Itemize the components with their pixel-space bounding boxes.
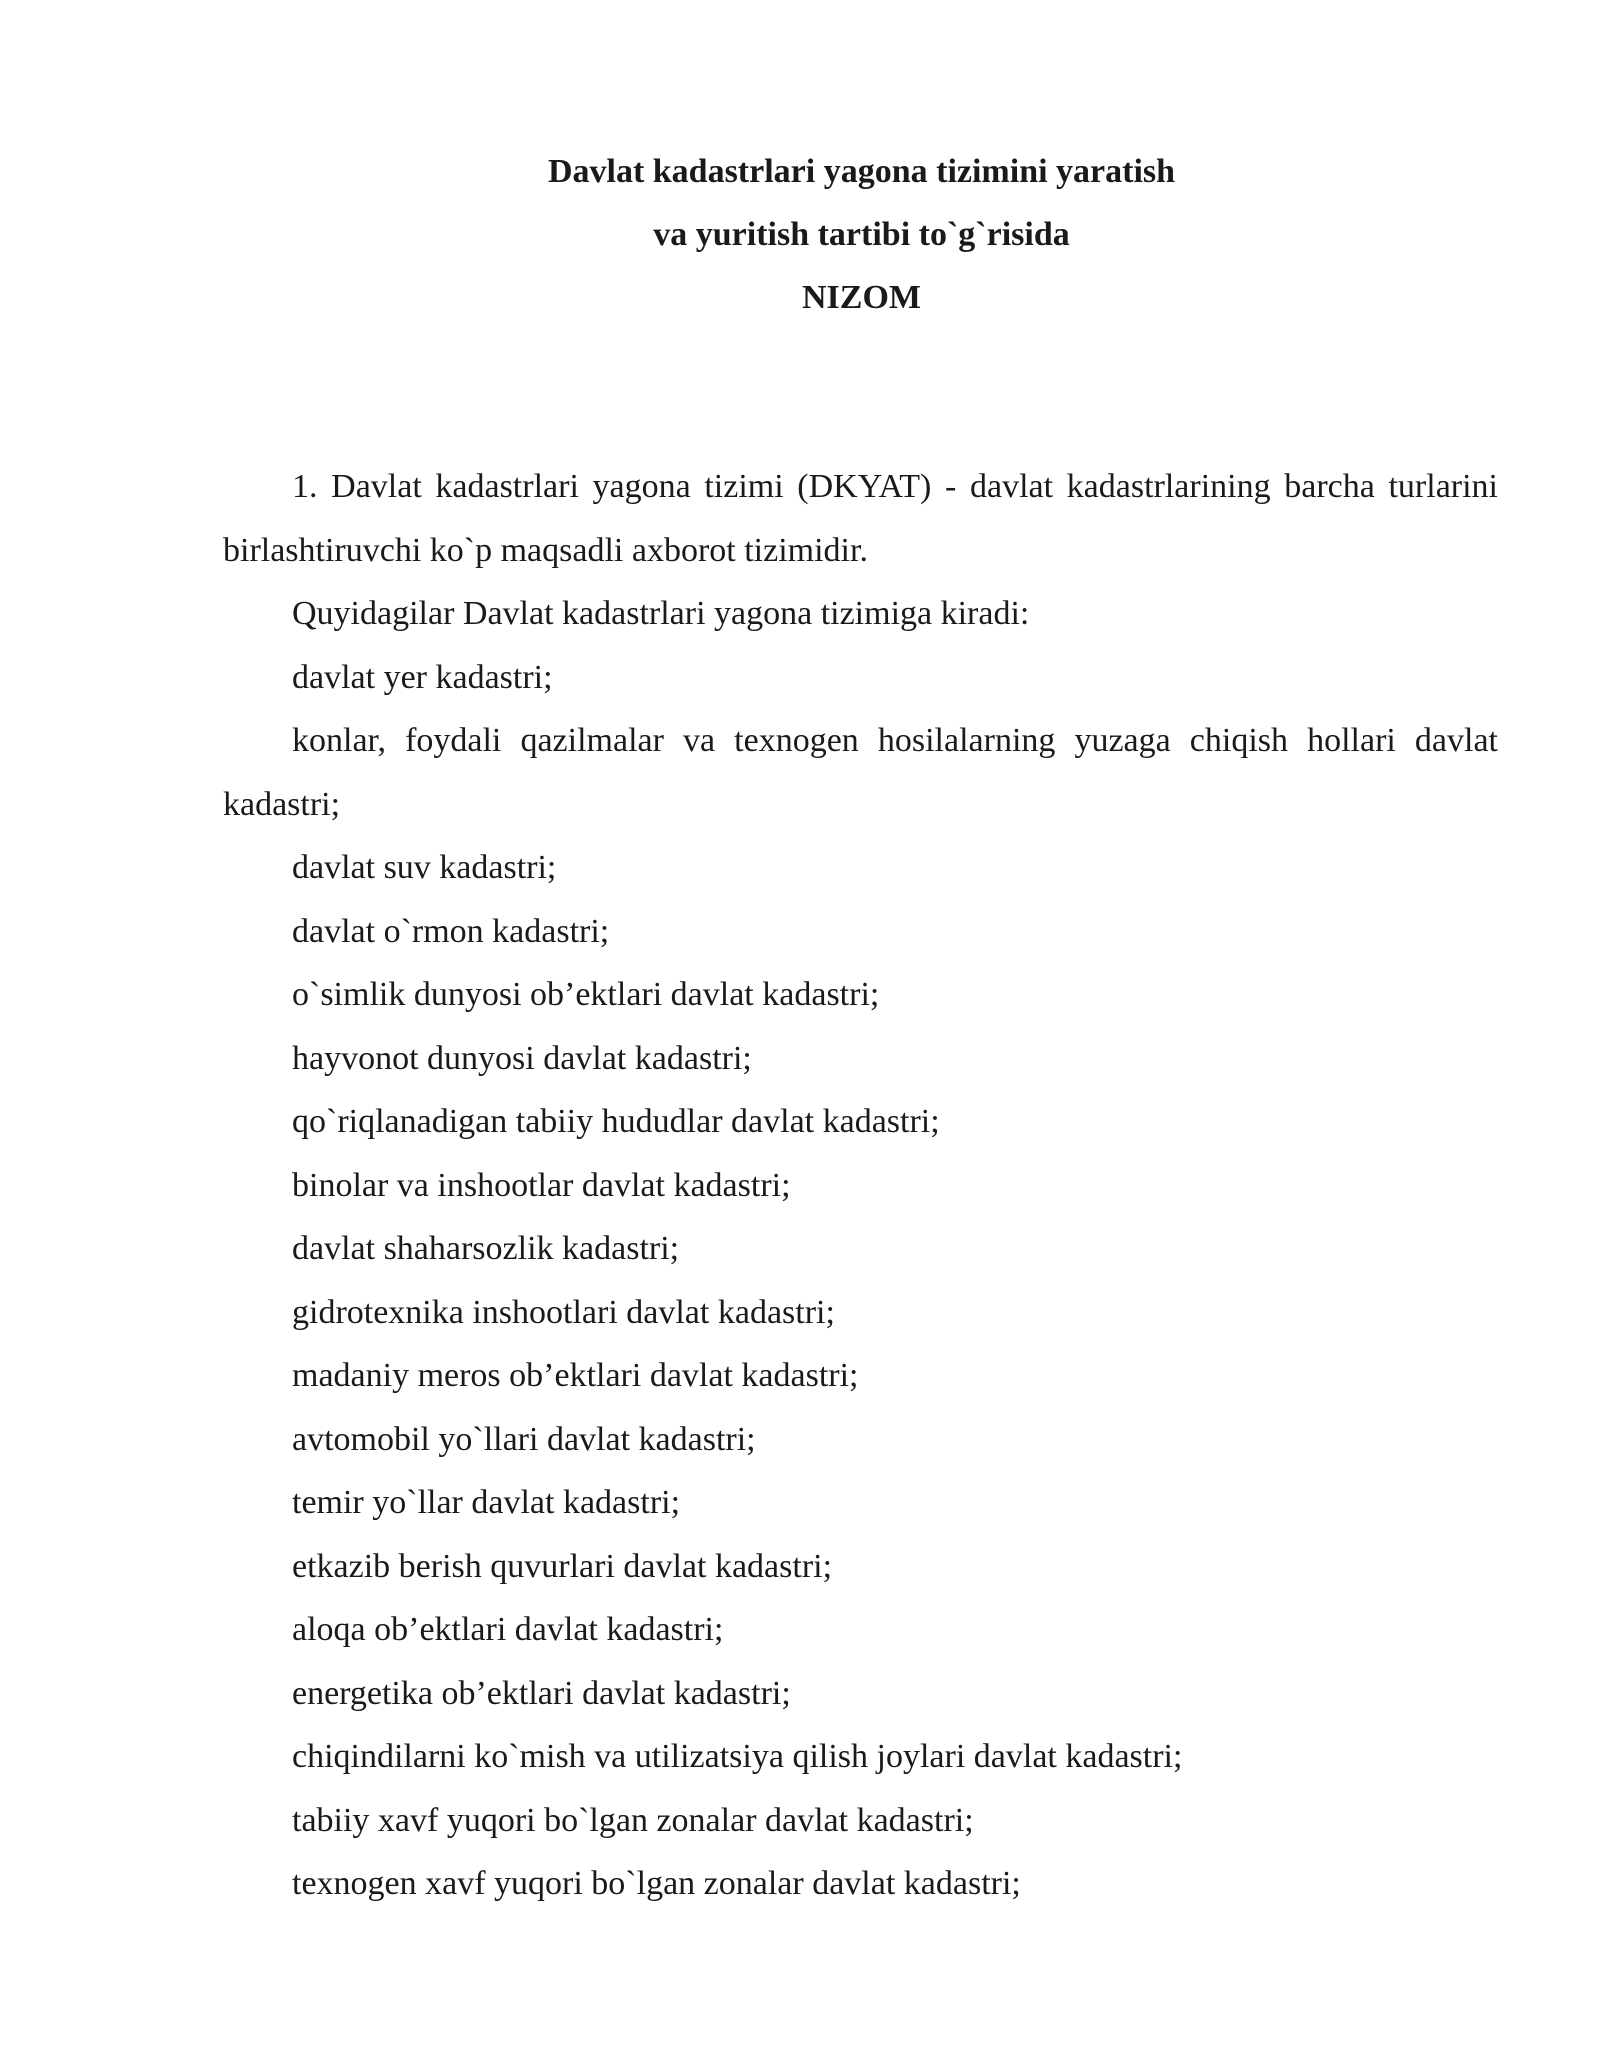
paragraph-list-intro: Quyidagilar Davlat kadastrlari yagona tizimiga kiradi: bbox=[292, 595, 1030, 632]
list-item: davlat o`rmon kadastri; bbox=[292, 912, 610, 950]
title-line-nizom: NIZOM bbox=[802, 279, 921, 316]
list-item: temir yo`llar davlat kadastri; bbox=[292, 1484, 681, 1521]
title-line-1: Davlat kadastrlari yagona tizimini yaratish bbox=[547, 153, 1176, 190]
list-item: chiqindilarni ko`mish va utilizatsiya qilish joylari davlat kadastri; bbox=[292, 1738, 1183, 1775]
list-item: gidrotexnika inshootlari davlat kadastri; bbox=[292, 1293, 835, 1331]
document-title bbox=[0, 140, 1600, 329]
paragraph-definition: 1. Davlat kadastrlari yagona tizimi (DKYAT) - davlat kadastrlarining barcha turlarini birlashtiruvchi ko`p maqsadli axborot tizimidir. bbox=[223, 468, 1498, 569]
document-body bbox=[223, 455, 1498, 1916]
list-item: avtomobil yo`llari davlat kadastri; bbox=[292, 1420, 756, 1458]
list-item: davlat suv kadastri; bbox=[292, 849, 557, 886]
list-item: texnogen xavf yuqori bo`lgan zonalar davlat kadastri; bbox=[292, 1865, 1021, 1902]
title-line-2: va yuritish tartibi to`g`risida bbox=[653, 216, 1070, 253]
list-item: konlar, foydali qazilmalar va texnogen hosilalarning yuzaga chiqish hollari davlat kadastri; bbox=[223, 722, 1498, 823]
list-item: aloqa ob’ektlari davlat kadastri; bbox=[292, 1611, 724, 1648]
list-item: binolar va inshootlar davlat kadastri; bbox=[292, 1166, 791, 1204]
list-item: madaniy meros ob’ektlari davlat kadastri; bbox=[292, 1357, 859, 1394]
list-item: energetika ob’ektlari davlat kadastri; bbox=[292, 1674, 791, 1712]
list-item: hayvonot dunyosi davlat kadastri; bbox=[292, 1039, 752, 1077]
list-item: o`simlik dunyosi ob’ektlari davlat kadastri; bbox=[292, 976, 880, 1013]
list-item: qo`riqlanadigan tabiiy hududlar davlat kadastri; bbox=[292, 1103, 940, 1140]
list-item: davlat yer kadastri; bbox=[292, 658, 553, 696]
list-item: etkazib berish quvurlari davlat kadastri; bbox=[292, 1547, 833, 1585]
list-item: tabiiy xavf yuqori bo`lgan zonalar davlat kadastri; bbox=[292, 1801, 974, 1839]
list-item: davlat shaharsozlik kadastri; bbox=[292, 1230, 680, 1267]
